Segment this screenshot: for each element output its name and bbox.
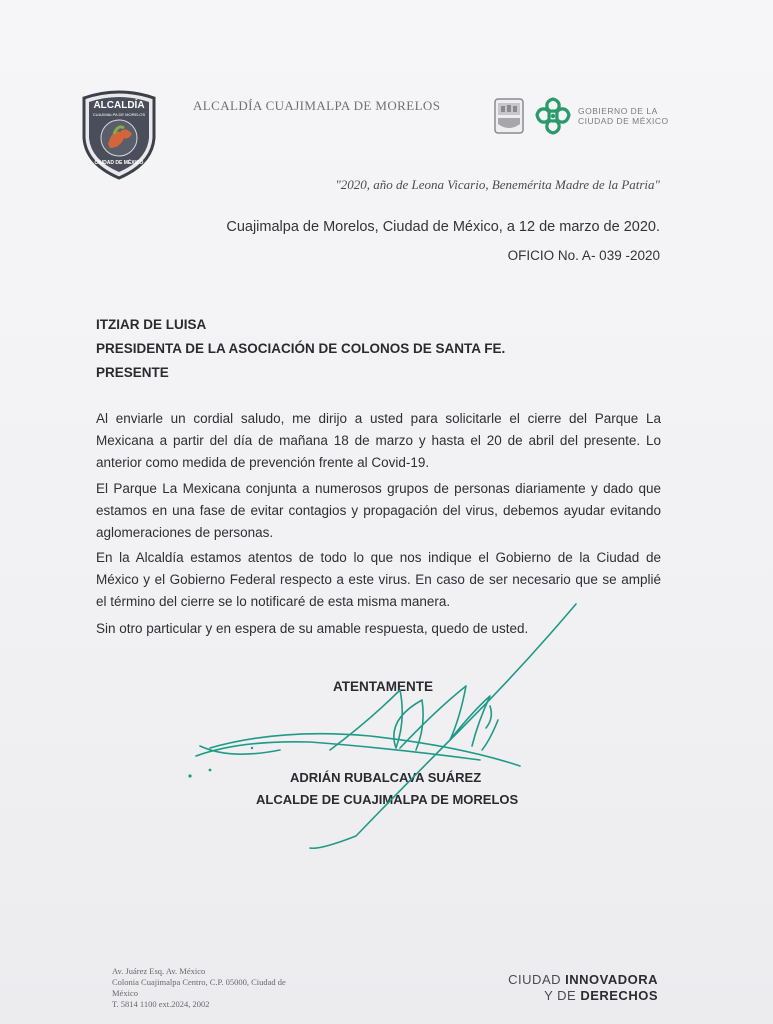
address-line-2: Colonia Cuajimalpa Centro, C.P. 05000, Ciudad de bbox=[112, 977, 286, 987]
slogan-line-1-part-a: CIUDAD bbox=[508, 972, 566, 987]
year-motto: "2020, año de Leona Vicario, Benemérita Madre de la Patria" bbox=[335, 177, 660, 192]
recipient-name: ITZIAR DE LUISA bbox=[96, 317, 207, 332]
footer-slogan bbox=[508, 972, 658, 1004]
footer-address bbox=[112, 966, 352, 1010]
paragraph-coordination: En la Alcaldía estamos atentos de todo lo que nos indique el Gobierno de la Ciudad de México y el Gobierno Federal respecto a este virus. En caso de ser necesario que se amplié el término del cierre se lo notificaré de esta misma manera. bbox=[96, 550, 661, 609]
slogan-line-1 bbox=[508, 972, 658, 988]
address-line-3: México bbox=[112, 988, 138, 998]
slogan-line-2-part-b: DERECHOS bbox=[580, 988, 658, 1003]
slogan-line-2-part-a: Y DE bbox=[544, 988, 581, 1003]
slogan-line-1-part-b: INNOVADORA bbox=[565, 972, 658, 987]
alcaldia-shield-icon bbox=[80, 88, 158, 180]
address-line-4: T. 5814 1100 ext.2024, 2002 bbox=[112, 999, 210, 1009]
closing-word: ATENTAMENTE bbox=[333, 679, 433, 694]
cdmx-logo-icon bbox=[533, 95, 573, 137]
shield-subtitle: CUAJIMALPA DE MORELOS bbox=[92, 112, 146, 117]
signer-name: ADRIÁN RUBALCAVA SUÁREZ bbox=[290, 770, 482, 785]
oficio-number: OFICIO No. A- 039 -2020 bbox=[507, 248, 660, 263]
cdmx-coat-of-arms-icon bbox=[494, 98, 524, 134]
recipient-position: PRESIDENTA DE LA ASOCIACIÓN DE COLONOS DE SANTA FE. bbox=[96, 341, 506, 356]
shield-title: ALCALDÍA bbox=[93, 100, 145, 111]
place-date: Cuajimalpa de Morelos, Ciudad de México, a 12 de marzo de 2020. bbox=[226, 219, 660, 235]
paragraph-farewell: Sin otro particular y en espera de su amable respuesta, quedo de usted. bbox=[96, 621, 529, 636]
government-line-2: CIUDAD DE MÉXICO bbox=[578, 116, 669, 126]
government-line-1: GOBIERNO DE LA bbox=[578, 106, 658, 116]
address-line-1: Av. Juárez Esq. Av. México bbox=[112, 966, 206, 976]
recipient-presente: PRESENTE bbox=[96, 365, 169, 380]
signer-title: ALCALDE DE CUAJIMALPA DE MORELOS bbox=[256, 792, 519, 807]
paragraph-closure-request: Al enviarle un cordial saludo, me dirijo a usted para solicitarle el cierre del Parque La Mexicana a partir del día de mañana 18 de marzo y hasta el 20 de abril del presente. Lo anterior como medida de prevención frente al Covid-19. bbox=[96, 411, 661, 470]
recipient-block bbox=[96, 313, 505, 385]
shield-city: CIUDAD DE MÉXICO bbox=[94, 160, 144, 166]
slogan-line-2 bbox=[508, 988, 658, 1004]
government-label bbox=[578, 106, 669, 126]
paragraph-reason: El Parque La Mexicana conjunta a numerosos grupos de personas diariamente y dado que estamos en una fase de evitar contagios y propagación del virus, debemos ayudar evitando aglomeraciones de personas. bbox=[96, 481, 661, 540]
office-name: ALCALDÍA CUAJIMALPA DE MORELOS bbox=[193, 98, 441, 113]
